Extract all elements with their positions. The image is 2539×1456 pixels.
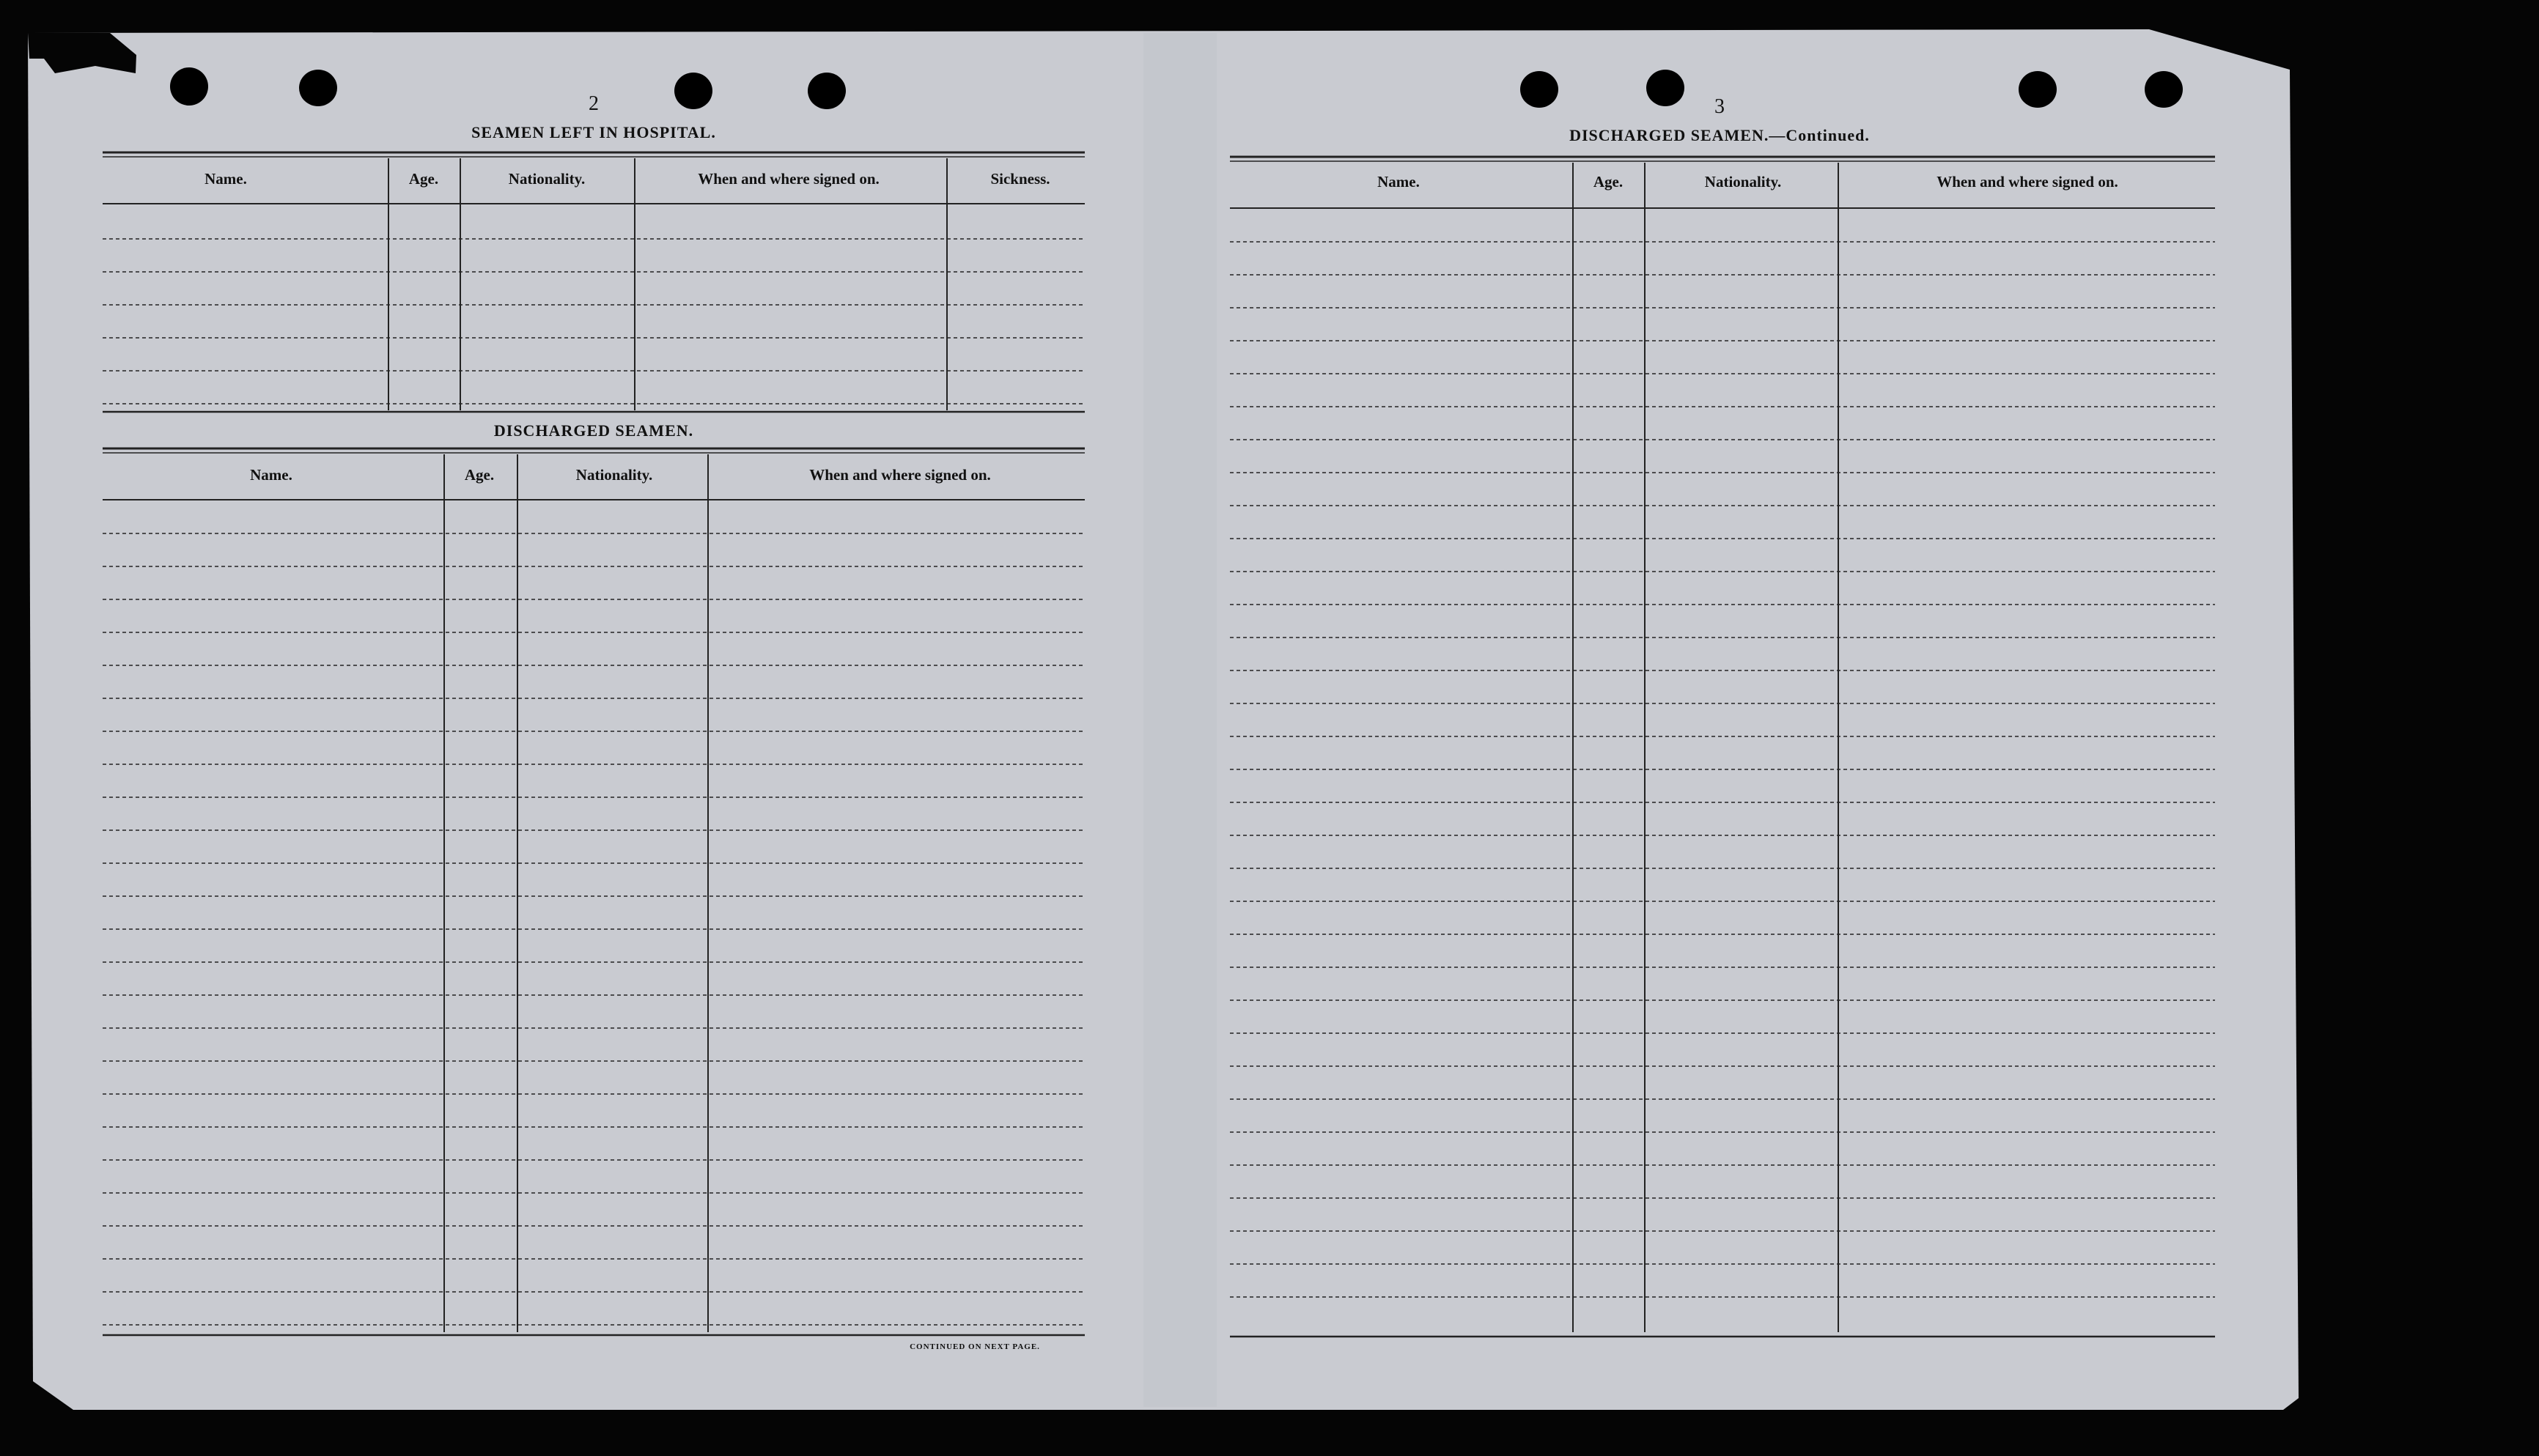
hospital-col-sickness: Sickness. [990,170,1050,188]
discharged-col-age: Age. [464,466,495,484]
discharged-col-nationality: Nationality. [575,466,653,484]
hospital-col-name: Name. [204,170,247,188]
discharged-section-title: DISCHARGED SEAMEN. [493,421,694,440]
hospital-section-title: SEAMEN LEFT IN HOSPITAL. [471,123,716,141]
left-page-number: 2 [589,92,599,115]
right-col-signed-on: When and where signed on. [1937,173,2118,191]
right-col-nationality: Nationality. [1704,173,1782,191]
right-col-age: Age. [1593,173,1624,191]
hospital-col-nationality: Nationality. [508,170,586,188]
discharged-col-signed-on: When and where signed on. [809,466,991,484]
discharged-col-name: Name. [250,466,292,484]
hospital-col-age: Age. [408,170,439,188]
right-section-title: DISCHARGED SEAMEN.—Continued. [1569,126,1870,144]
continued-footer: CONTINUED ON NEXT PAGE. [910,1342,1040,1351]
right-page-number: 3 [1714,95,1725,118]
right-col-name: Name. [1377,173,1420,191]
hospital-col-signed-on: When and where signed on. [698,170,880,188]
